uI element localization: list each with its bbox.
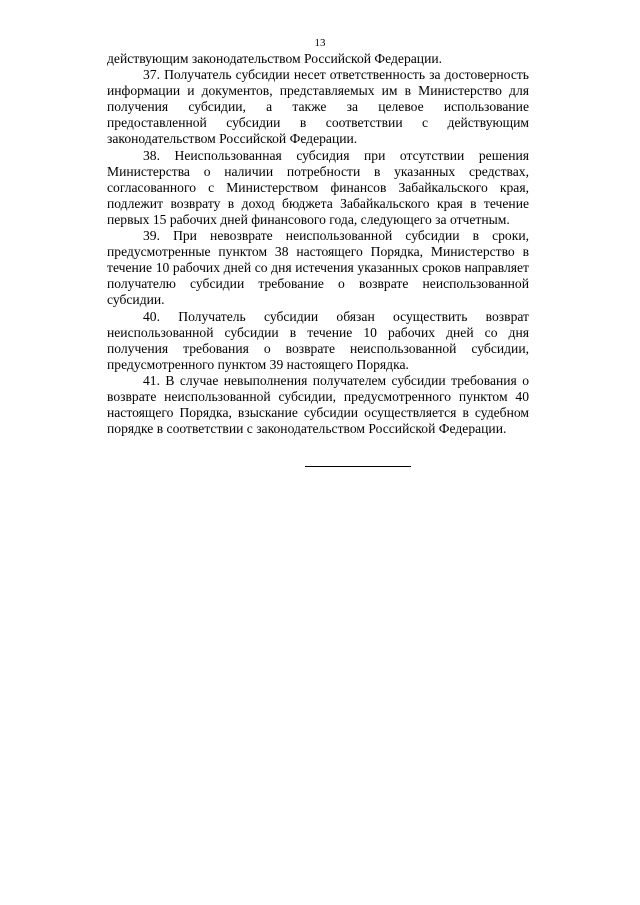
paragraph-continuation: действующим законодательством Российской Федерации. (107, 51, 443, 66)
document-body (107, 51, 529, 437)
paragraph-40: 40. Получатель субсидии обязан осуществить возврат неиспользованной субсидии в течение 10 рабочих дней со дня получения требования о возврате неиспользованной субсидии, предусмотренного пунктом 39 настоящего Порядка. (107, 308, 529, 372)
page-number: 13 (314, 37, 326, 49)
end-of-document-divider (305, 466, 411, 467)
paragraph-37: 37. Получатель субсидии несет ответственность за достоверность информации и документов, представляемых им в Министерство для получения субсидии, а также за целевое использование предоставленной субсидии в соответствии с действующим законодательством Российской Федерации. (107, 67, 529, 147)
paragraph-38: 38. Неиспользованная субсидия при отсутствии решения Министерства о наличии потребности в указанных средствах, согласованного с Министерством финансов Забайкальского края, подлежит возврату в доход бюджета Забайкальского края в течение первых 15 рабочих дней финансового года, следующего за отчетным. (107, 147, 529, 227)
paragraph-41: 41. В случае невыполнения получателем субсидии требования о возврате неиспользованной субсидии, предусмотренного пунктом 40 настоящего Порядка, взыскание субсидии осуществляется в судебном порядке в соответствии с законодательством Российской Федерации. (107, 372, 529, 437)
paragraph-39: 39. При невозврате неиспользованной субсидии в сроки, предусмотренные пунктом 38 настоящего Порядка, Министерство в течение 10 рабочих дней со дня истечения указанных сроков направляет получателю субсидии требование о возврате неиспользованной субсидии. (107, 228, 529, 308)
